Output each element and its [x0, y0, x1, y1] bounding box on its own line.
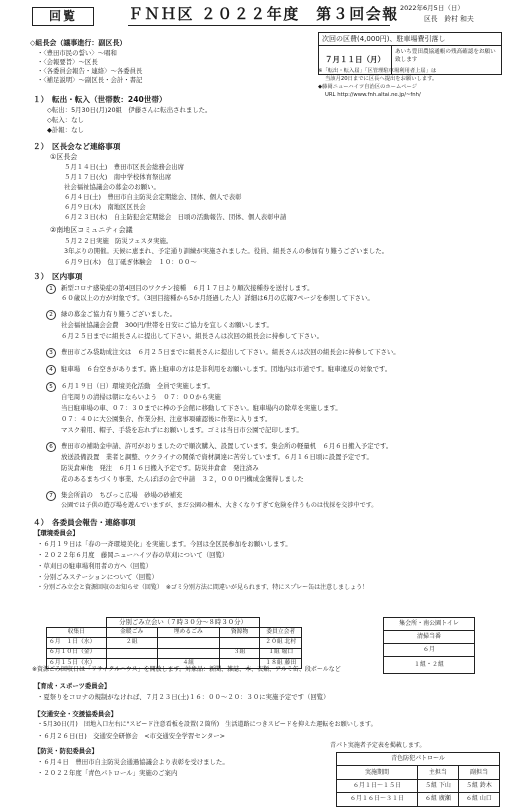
movein-line: ◇転入：なし	[47, 116, 84, 124]
section-3-heading: ３） 区内事項	[33, 272, 83, 281]
table-cell	[219, 638, 260, 648]
section-2-line: ６月９日(木) 南地区区長会	[64, 203, 146, 211]
section-4-heading: ４） 各委員会報告・連絡事項	[33, 518, 136, 527]
restroom-subtitle: 清掃当番	[384, 631, 475, 644]
section-2-line: ５月１４日(土) 豊田市区長会総務会出席	[64, 163, 185, 171]
cleanup-line: 当日駐車場の車、０７：３０までに棒の予会館に移動して下さい。駐車場内の除草を実施します。	[61, 404, 342, 412]
item-number-1: 1	[46, 284, 56, 294]
playground-line: 公園では子供の遊び場を遊んでいますが、まだ公園の柵木、大きくなりすぎて危険を伴うものは伐採を交渉中です。	[61, 502, 378, 509]
table-cell: ６組 山口	[458, 793, 499, 806]
table-cell: ２組	[106, 638, 157, 648]
item-number-4: 4	[46, 365, 56, 375]
subsection-heading: ①区長会	[50, 153, 78, 161]
intro-line: ・〈補足説明〉～副区長・会計・書記	[37, 76, 143, 84]
cleanup-line: ０７：４０に大公園集合、作業分担、注意事項確認後に作業に入ります。	[61, 415, 272, 423]
note-line: ※「転出・転入届」「区管理駐車場利用者上届」は	[318, 68, 437, 74]
fee-box-note: あいち豊田農協通帳の残高確認をお願い致します	[395, 49, 496, 63]
table-row	[337, 779, 500, 792]
intro-line: ・〈豊田市民の誓い〉～唱和	[37, 49, 117, 57]
cleanup-line: 自宅周りの清掃は朝にならいよう ０７：００から実施	[61, 393, 221, 401]
table-cell: ６組 廣瀬	[417, 793, 458, 806]
kairan-label: 回覧	[32, 7, 94, 26]
subsidy-line: 花のあるまちづくり事業、たんぽぽの会で申請 ３２，０００円構成金獲得しました	[61, 475, 304, 483]
garbage-table-caption: 分別ごみ立会い（７時３０分～８時３０分）	[106, 618, 260, 628]
youth-line: ・夏祭りをコロナの規制がなければ、７月２３日(土)１６：００～２０：３０に実施予定です（回覧）	[37, 693, 330, 701]
moveout-line: ◇転出：5月30日(月)20組 伊藤さんに転出されました。	[47, 106, 212, 114]
vaccine-line: ６０歳以上の方が対象です。（3回目接種から5か月経過した人）詳細は6月の広報7ページを参照して下さい。	[61, 294, 374, 302]
table-row	[47, 648, 302, 658]
patrol-header-cell: 実施期間	[337, 766, 418, 779]
table-cell: ６月１５日（水）	[47, 658, 107, 668]
patrol-header-cell: 主担当	[417, 766, 458, 779]
patrol-schedule-table	[336, 752, 500, 807]
issue-date: 2022年6月5日（日）	[400, 4, 464, 12]
playground-line: 集会所前の ちびっこ広場 砂場の砂補充	[61, 491, 183, 499]
table-cell: ４組	[157, 658, 219, 668]
garbage-header-cell: 埋めるごみ	[157, 628, 219, 638]
environment-line: ・２０２２年６月度 藤岡ニューハイツ春の草刈について（回覧）	[37, 551, 229, 559]
garbage-header-cell: 収集日	[47, 628, 107, 638]
section-2-line: ５月２２日実施 防災フェスタ実施。	[64, 237, 173, 245]
note-line: ◆藤岡ニューハイツ自治区のホームページ	[318, 83, 418, 90]
homepage-url: URL http://www.fnh.altai.ne.jp/~fnh/	[325, 91, 421, 98]
intro-line: ・〈各委員会報告・連絡〉～各委員長	[37, 67, 143, 75]
table-row	[337, 793, 500, 806]
parking-line: 駐車場 ６台空きがあります。路上駐車の方は是非利用をお願いします。団地内は市道です。駐車違反の対象です。	[61, 365, 392, 373]
donation-line: ６月２５日までに組長さんに提出して下さい。組長さんは次回の組長会に持参して下さい。	[61, 332, 324, 340]
table-cell: ６月１日～１５日	[337, 779, 418, 792]
restroom-groups: １組・２組	[384, 657, 475, 674]
garbage-schedule-table	[46, 617, 302, 669]
table-cell: ６月１０日（金）	[47, 648, 107, 658]
garbage-bag-line: 豊田市ごみ袋助成注文は ６月２５日までに組長さんに提出して下さい。組長さんは次回の組長会に持参して下さい。	[61, 348, 400, 356]
item-number-3: 3	[46, 348, 56, 358]
table-cell: １８組 藤田	[260, 658, 302, 668]
section-2-line: ６月９日(木) 包丁砥ぎ体験会 １０：００～	[64, 258, 197, 266]
section-1-heading: １） 転出・転入（世帯数：240世帯）	[33, 95, 167, 104]
section-2-heading: ２） 区長会など連絡事項	[33, 142, 121, 151]
subsidy-line: 豊田市の補助金申請、許可がおりましたので順次購入、設置しています。集会所の軽量机 ６月６日搬入予定です。	[61, 442, 393, 450]
traffic-line: ・5月30日(月) 団地入口左右に"スピード注意看板を設置(２箇所) 生活道路につきスピードを抑えた運転をお願いします。	[37, 721, 377, 728]
section-2-line: 社会福祉協議会の募金のお願い。	[64, 183, 160, 191]
president-name: 区長 鈴村 和夫	[424, 15, 474, 23]
vaccine-line: 新型コロナ感染症の第4回目のワクチン接種 ６月１７日より順次接種券を送付します。	[61, 284, 314, 292]
item-number-2: 2	[46, 310, 56, 320]
obituary-line: ◆訃報：なし	[47, 126, 84, 134]
fee-box-heading: 次回の区費(4,000円)、駐車場費引落し	[319, 33, 501, 46]
garbage-footnote: ※資源ごみ回収日は「リサイクルハウス」を開放します。対象品：新聞、雑誌、本、衣類、アルミ缶、段ボールなど	[32, 666, 341, 673]
table-cell: ５組 下山	[417, 779, 458, 792]
youth-committee-heading: 【育成・スポーツ委員会】	[34, 682, 111, 690]
note-line: 当該月20日までに区長へ提出をお願いします。	[325, 75, 438, 82]
environment-committee-heading: 【環境委員会】	[34, 529, 79, 537]
table-cell: ２０組 北村	[260, 638, 302, 648]
environment-line: ・６月１９日は「春の一斉環境美化」を実施します。今回は全区民参加をお願いします。	[37, 540, 292, 548]
traffic-line: ・６月２６日(日) 交通安全研修会 <市交通安全学習センター>	[37, 732, 225, 740]
item-number-5: 5	[46, 382, 56, 392]
patrol-note: 青パト実施者予定表を掲載します。	[330, 742, 426, 749]
donation-line: 緑の募金ご協力有り難うございました。	[61, 310, 177, 318]
environment-line: ・分別ごみ立会と資源回収のお知らせ（回覧） ※ゴミ分別方法に間違いが見られます、特にスプレー缶は注意しましょう！	[37, 584, 369, 591]
cleanup-line: マスク着用、帽子、手袋を忘れずにお願いします。ゴミは当日市公園で記印します。	[61, 426, 303, 434]
garbage-header-cell: 委員立会者	[260, 628, 302, 638]
restroom-cleaning-table	[383, 617, 475, 674]
crime-line: ・６月４日 豊田市自主防災会通過協議会より表彰を受けました。	[37, 758, 229, 766]
donation-line: 社会福祉協議会会費 300円/世帯を日安にご協力を宜しくお願いします。	[61, 321, 273, 329]
intro-line: ・〈会報要旨〉～区長	[37, 58, 98, 66]
section-2-line: ６月４日(土) 豊田市自主防災会定期総会、団体、個人で表彰	[64, 193, 242, 201]
table-cell	[106, 648, 157, 658]
environment-line: ・草刈日の駐車場利用者の方へ（回覧）	[37, 562, 153, 570]
cleanup-line: ６月１９日（日）環境美化活動 全員で実施します。	[61, 382, 214, 390]
environment-line: ・分別ごみステーションについて（回覧）	[37, 573, 158, 581]
table-row	[47, 638, 302, 648]
table-cell	[157, 648, 219, 658]
crime-committee-heading: 【防災・防犯委員会】	[34, 747, 98, 755]
subsection-heading: ②南地区コミュニティ会議	[50, 226, 133, 234]
title-underline	[128, 25, 390, 26]
traffic-committee-heading: 【交通安全・交援協委員会】	[34, 710, 118, 718]
page-title: ＦＮＨ区 ２０２２年度 第３回会報	[128, 5, 399, 23]
table-cell: ６月 １日（水）	[47, 638, 107, 648]
table-cell: ６月１６日～３１日	[337, 793, 418, 806]
table-cell	[157, 638, 219, 648]
patrol-table-title: 青色防犯パトロール	[337, 753, 500, 766]
table-cell: ５組 鈴木	[458, 779, 499, 792]
patrol-header-cell: 副担当	[458, 766, 499, 779]
section-2-line: ５月１７日(火) 南中学校体育祭出席	[64, 173, 172, 181]
item-number-7: 7	[46, 491, 56, 501]
restroom-month: ６月	[384, 644, 475, 657]
fee-box-date: ７月１１日（月）	[319, 46, 392, 74]
table-cell: １組 堀口	[260, 648, 302, 658]
section-2-line: ６月２３日(木) 自主防犯会定期総会 日頃の活動報告、団体、個人表彰申請	[64, 213, 287, 221]
table-cell: ３組	[219, 648, 260, 658]
crime-line: ・２０２２年度「青色パトロール」実施のご案内	[37, 769, 178, 777]
notice-notes	[318, 68, 523, 100]
section-2-line: 3年ぶりの開催。天候に恵まれ、予定通り訓練が実施されました。役員、組長さんの参加有り難うございました。	[64, 247, 388, 255]
restroom-title: 集会所・南公園トイレ	[384, 618, 475, 631]
garbage-header-cell: 金暖ごみ	[106, 628, 157, 638]
subsidy-line: 防災倉庫他 発注 ６月１６日搬入予定です。防災井倉倉 発注済み	[61, 464, 259, 472]
subsidy-line: 放送設備設置 業者と調整、ウクライナの関係で資材調達に苦労しています。６月１６日頃に設置予定です。	[61, 453, 373, 461]
intro-heading: ◇組長会（議事進行：副区長）	[30, 39, 127, 47]
garbage-header-cell: 資源物	[219, 628, 260, 638]
item-number-6: 6	[46, 442, 56, 452]
